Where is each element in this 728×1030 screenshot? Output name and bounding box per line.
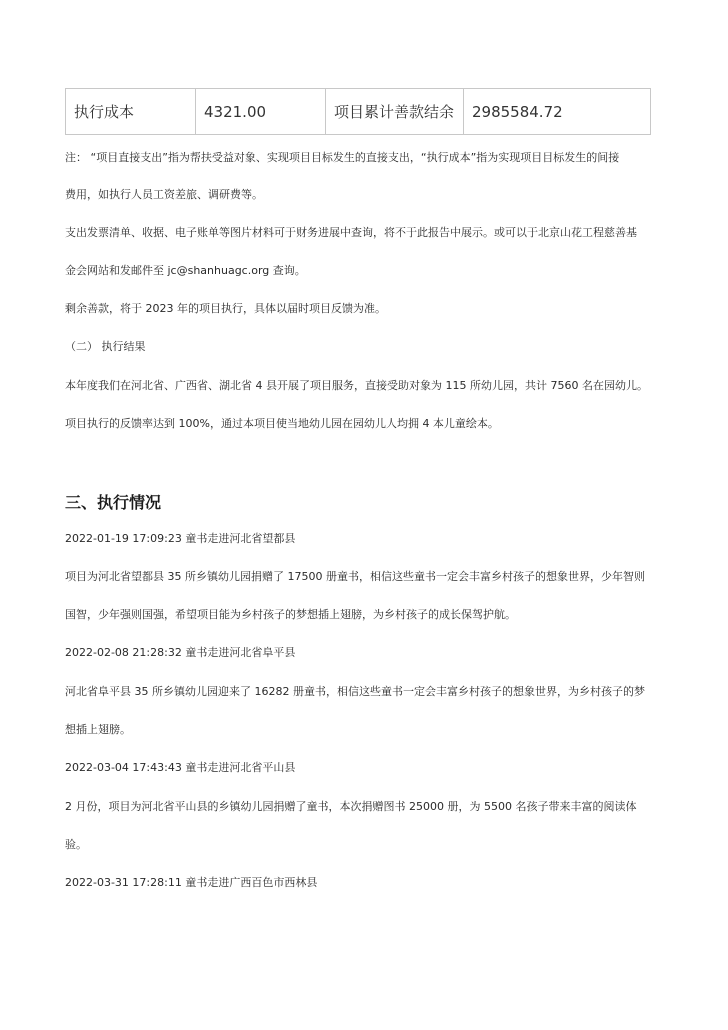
entry-line: 2 月份，项目为河北省平山县的乡镇幼儿园捐赠了童书，本次捐赠图书 25000 册，为 5500 名孩子带来丰富的阅读体 [65, 800, 637, 813]
entry-timestamp: 2022-02-08 21:28:32 童书走进河北省阜平县 [65, 646, 296, 659]
entry-line: 验。 [65, 838, 87, 851]
note-line: 注： “项目直接支出”指为帮扶受益对象、实现项目目标发生的直接支出，“执行成本”指为实现项目目标发生的间接 [65, 151, 620, 164]
entry-timestamp: 2022-03-04 17:43:43 童书走进河北省平山县 [65, 761, 296, 774]
balance-label: 项目累计善款结余 [326, 89, 464, 135]
table-row [66, 89, 651, 135]
execution-cost-value: 4321.00 [196, 89, 326, 135]
entry-line: 项目为河北省望都县 35 所乡镇幼儿园捐赠了 17500 册童书，相信这些童书一定会丰富乡村孩子的想象世界，少年智则 [65, 570, 645, 583]
balance-value: 2985584.72 [464, 89, 651, 135]
execution-cost-label: 执行成本 [66, 89, 196, 135]
note-line: 费用，如执行人员工资差旅、调研费等。 [65, 188, 263, 201]
note-line: 金会网站和发邮件至 jc@shanhuagc.org 查询。 [65, 264, 306, 277]
note-line: 剩余善款，将于 2023 年的项目执行，具体以届时项目反馈为准。 [65, 302, 386, 315]
note-line: 支出发票清单、收据、电子账单等图片材料可于财务进展中查询，将不于此报告中展示。或可以于北京山花工程慈善基 [65, 226, 637, 239]
result-subheading: （二） 执行结果 [65, 340, 146, 353]
entry-line: 想插上翅膀。 [65, 723, 131, 736]
result-line: 本年度我们在河北省、广西省、湖北省 4 县开展了项目服务，直接受助对象为 115 所幼儿园，共计 7560 名在园幼儿。 [65, 379, 648, 392]
section-title: 三、执行情况 [65, 493, 162, 512]
entry-line: 河北省阜平县 35 所乡镇幼儿园迎来了 16282 册童书，相信这些童书一定会丰富乡村孩子的想象世界，为乡村孩子的梦 [65, 685, 645, 698]
result-line: 项目执行的反馈率达到 100%，通过本项目使当地幼儿园在园幼儿人均拥 4 本儿童绘本。 [65, 417, 499, 430]
cost-summary-table [65, 88, 651, 135]
entry-timestamp: 2022-03-31 17:28:11 童书走进广西百色市西林县 [65, 876, 318, 889]
entry-line: 国智，少年强则国强，希望项目能为乡村孩子的梦想插上翅膀，为乡村孩子的成长保驾护航。 [65, 608, 516, 621]
entry-timestamp: 2022-01-19 17:09:23 童书走进河北省望都县 [65, 532, 296, 545]
